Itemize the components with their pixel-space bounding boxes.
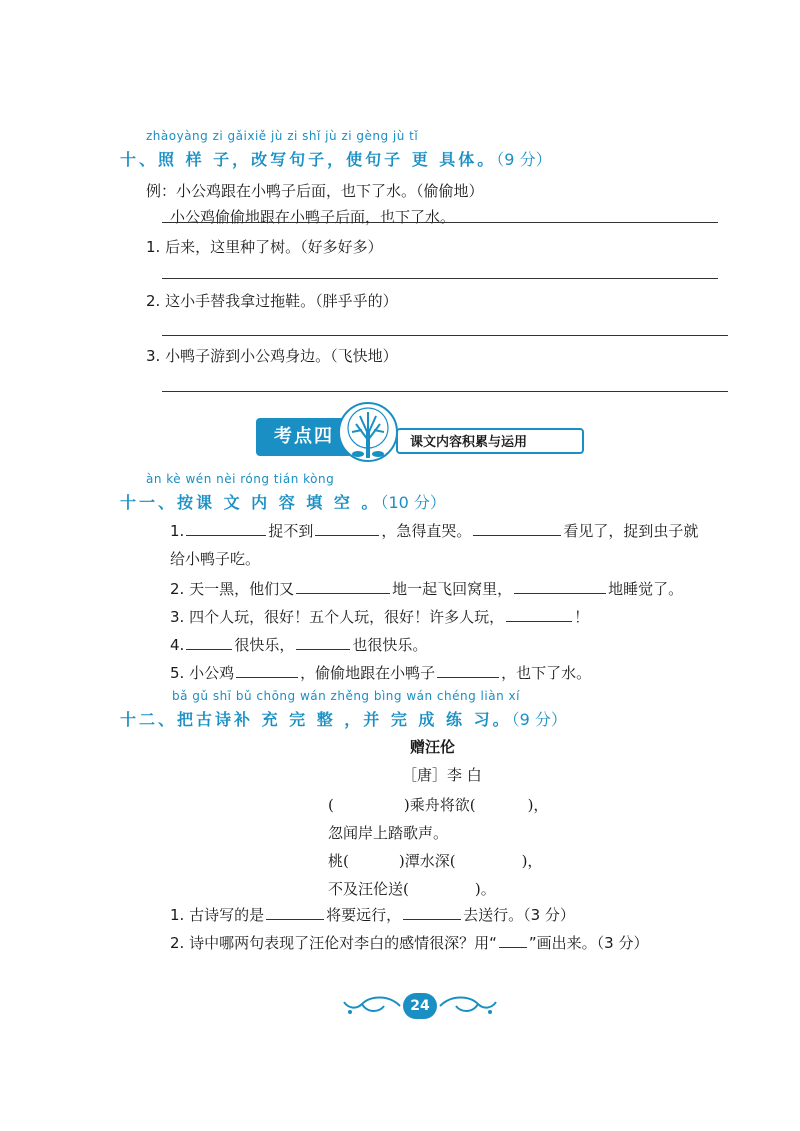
- s10-title-text: 十、照 样 子，改写句子，使句子 更 具体。: [120, 150, 497, 169]
- banner-label: 课文内容积累与运用: [396, 428, 584, 454]
- page-footer: [340, 986, 500, 1026]
- s11-q3-blank-1[interactable]: [506, 606, 572, 622]
- s12-q2-text-a: 2. 诗中哪两句表现了汪伦对李白的感情很深？用“: [170, 934, 497, 952]
- s11-q4: [170, 634, 427, 655]
- s11-q5-blank-1[interactable]: [236, 662, 298, 678]
- s12-q2: [170, 932, 648, 953]
- poem-line1-c: )，: [527, 796, 549, 814]
- tree-icon: [336, 402, 400, 464]
- s12-q1: [170, 904, 575, 925]
- poem-author: ［唐］李 白: [402, 766, 482, 784]
- s11-pinyin: àn kè wén nèi róng tián kòng: [146, 472, 335, 486]
- s11-q2-blank-1[interactable]: [296, 578, 390, 594]
- poem-line4-a: 不及汪伦送(: [328, 880, 409, 898]
- s11-q1-blank-1[interactable]: [186, 520, 266, 536]
- s11-q2-text-c: 地睡觉了。: [608, 580, 684, 598]
- s11-q2: [170, 578, 683, 599]
- s10-q1: 1. 后来，这里种了树。（好多好多）: [146, 238, 383, 256]
- s10-title: [120, 147, 552, 170]
- s12-title-text: 十二、把古诗补 充 完 整 ，并 完 成 练 习。: [120, 710, 512, 729]
- s11-q1-num: 1.: [170, 522, 185, 540]
- poem-line4-b: )。: [474, 880, 496, 898]
- s11-q4-num: 4.: [170, 636, 185, 654]
- s11-q2-text-a: 2. 天一黑，他们又: [170, 580, 295, 598]
- s11-q1-text-a: 捉不到: [268, 522, 314, 540]
- s11-q4-text-a: 很快乐，: [234, 636, 295, 654]
- s11-title: [120, 490, 446, 513]
- banner-badge: 考点四: [256, 418, 352, 456]
- s11-q5-text-c: ，也下了水。: [501, 664, 592, 682]
- s11-q4-text-b: 也很快乐。: [352, 636, 428, 654]
- s12-q1-text-c: 去送行。（3 分）: [463, 906, 575, 924]
- poem-line1-b: )乘舟将欲(: [403, 796, 476, 814]
- s11-points: （10 分）: [380, 493, 446, 512]
- s11-q1-blank-2[interactable]: [315, 520, 379, 536]
- poem-line1-a: (: [328, 796, 334, 814]
- s10-points: （9 分）: [496, 150, 552, 169]
- s12-points: （9 分）: [511, 710, 567, 729]
- s11-q2-blank-2[interactable]: [514, 578, 606, 594]
- s11-q3: [170, 606, 589, 627]
- s10-q2: 2. 这小手替我拿过拖鞋。（胖乎乎的）: [146, 292, 398, 310]
- s11-q1-text-b: ，急得直哭。: [381, 522, 472, 540]
- s10-example-question: 例：小公鸡跟在小鸭子后面，也下了水。（偷偷地）: [146, 182, 484, 200]
- poem-line3-c: )，: [521, 852, 543, 870]
- s11-q5-text-a: 5. 小公鸡: [170, 664, 235, 682]
- poem-line-1: [328, 794, 548, 815]
- page-number: 24: [403, 993, 437, 1019]
- s12-q1-blank-1[interactable]: [266, 904, 324, 920]
- s10-q1-answer-line[interactable]: [162, 278, 718, 279]
- s11-q1-text-c: 看见了，捉到虫子就: [563, 522, 699, 540]
- poem-line3-b: )潭水深(: [398, 852, 456, 870]
- poem-line3-a: 桃(: [328, 852, 349, 870]
- s10-q3: 3. 小鸭子游到小公鸡身边。（飞快地）: [146, 347, 398, 365]
- poem-line-2: 忽闻岸上踏歌声。: [328, 824, 449, 842]
- s11-q2-text-b: 地一起飞回窝里，: [392, 580, 513, 598]
- s10-q2-answer-line[interactable]: [162, 335, 728, 336]
- s11-q1-blank-3[interactable]: [473, 520, 561, 536]
- s11-q4-blank-1[interactable]: [186, 634, 232, 650]
- s10-example-answer: 小公鸡偷偷地跟在小鸭子后面，也下了水。: [170, 208, 456, 226]
- s11-q1-cont: 给小鸭子吃。: [170, 550, 261, 568]
- section-banner: [256, 402, 588, 464]
- poem-line-4: [328, 878, 496, 899]
- s12-q2-text-b: ”画出来。（3 分）: [528, 934, 649, 952]
- s11-q5: [170, 662, 591, 683]
- s11-q3-text-a: 3. 四个人玩，很好！五个人玩，很好！许多人玩，: [170, 608, 505, 626]
- s12-title: [120, 707, 567, 730]
- s10-q3-answer-line[interactable]: [162, 391, 728, 392]
- s11-q4-blank-2[interactable]: [296, 634, 350, 650]
- s12-q1-text-a: 1. 古诗写的是: [170, 906, 265, 924]
- s11-q5-text-b: ，偷偷地跟在小鸭子: [300, 664, 436, 682]
- poem-line-3: [328, 850, 542, 871]
- s12-q1-blank-2[interactable]: [403, 904, 461, 920]
- s10-example-line: [162, 222, 718, 223]
- s10-pinyin: zhàoyàng zi gǎixiě jù zi shǐ jù zi gèng jù tǐ: [146, 129, 419, 143]
- s12-pinyin: bǎ gǔ shī bǔ chōng wán zhěng bìng wán chéng liàn xí: [172, 689, 520, 703]
- s11-q3-text-b: ！: [574, 608, 590, 626]
- poem-title: 赠汪伦: [410, 738, 456, 756]
- s11-q1: [170, 520, 698, 541]
- s11-title-text: 十一、按课 文 内 容 填 空 。: [120, 493, 381, 512]
- s11-q5-blank-2[interactable]: [437, 662, 499, 678]
- s12-q2-sample-line: [499, 932, 527, 948]
- s12-q1-text-b: 将要远行，: [326, 906, 402, 924]
